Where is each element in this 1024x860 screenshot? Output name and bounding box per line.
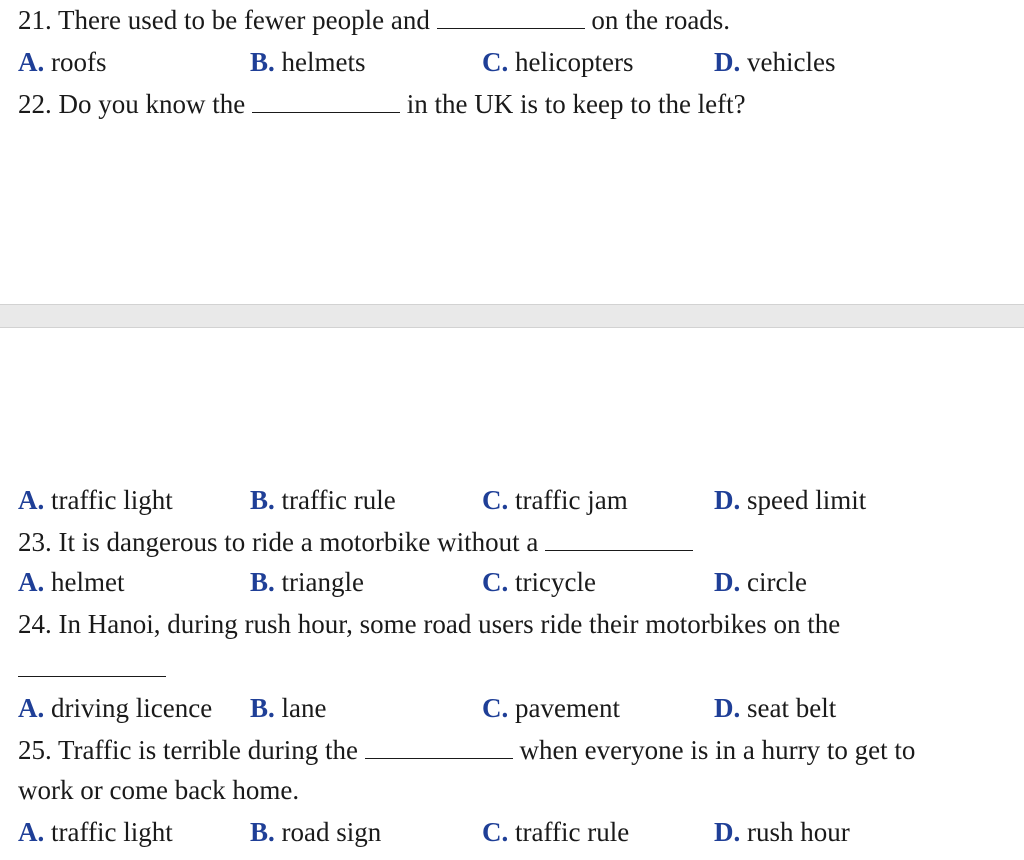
question-21	[18, 4, 730, 36]
question-25	[18, 734, 915, 766]
q25-option-a: A. traffic light	[18, 817, 173, 847]
answer-blank	[252, 90, 400, 113]
question-25-text-end: when everyone is in a hurry to get to	[512, 735, 916, 765]
question-22-text-start: 22. Do you know the	[18, 89, 252, 119]
q23-option-d: D. circle	[714, 567, 807, 597]
question-24-blank-line	[18, 652, 166, 684]
q23-option-a: A. helmet	[18, 567, 125, 597]
question-24	[18, 608, 840, 640]
q21-option-d: D. vehicles	[714, 47, 836, 77]
q24-option-c: C. pavement	[482, 693, 620, 723]
question-23	[18, 526, 693, 558]
q25-option-b: B. road sign	[250, 817, 382, 847]
page-break-divider	[0, 304, 1024, 328]
question-23-text: 23. It is dangerous to ride a motorbike without a	[18, 527, 546, 557]
q25-option-d: D. rush hour	[714, 817, 850, 847]
q24-option-d: D. seat belt	[714, 693, 837, 723]
question-21-text-start: 21. There used to be fewer people and	[18, 5, 437, 35]
q22-option-b: B. traffic rule	[250, 485, 396, 515]
question-22-text-end: in the UK is to keep to the left?	[399, 89, 746, 119]
answer-blank	[365, 736, 513, 759]
q24-option-b: B. lane	[250, 693, 327, 723]
q22-option-c: C. traffic jam	[482, 485, 628, 515]
q21-option-b: B. helmets	[250, 47, 366, 77]
question-24-text: 24. In Hanoi, during rush hour, some road users ride their motorbikes on the	[18, 609, 841, 639]
q23-option-c: C. tricycle	[482, 567, 596, 597]
question-21-text-end: on the roads.	[584, 5, 731, 35]
question-22	[18, 88, 746, 120]
question-25-line-2: work or come back home.	[18, 775, 300, 805]
q22-option-d: D. speed limit	[714, 485, 867, 515]
q23-option-b: B. triangle	[250, 567, 364, 597]
question-25-text-start: 25. Traffic is terrible during the	[18, 735, 365, 765]
answer-blank	[437, 6, 585, 29]
q25-option-c: C. traffic rule	[482, 817, 630, 847]
answer-blank	[18, 654, 166, 677]
answer-blank	[545, 528, 693, 551]
q22-option-a: A. traffic light	[18, 485, 173, 515]
q21-option-a: A. roofs	[18, 47, 107, 77]
q21-option-c: C. helicopters	[482, 47, 634, 77]
q24-option-a: A. driving licence	[18, 693, 213, 723]
